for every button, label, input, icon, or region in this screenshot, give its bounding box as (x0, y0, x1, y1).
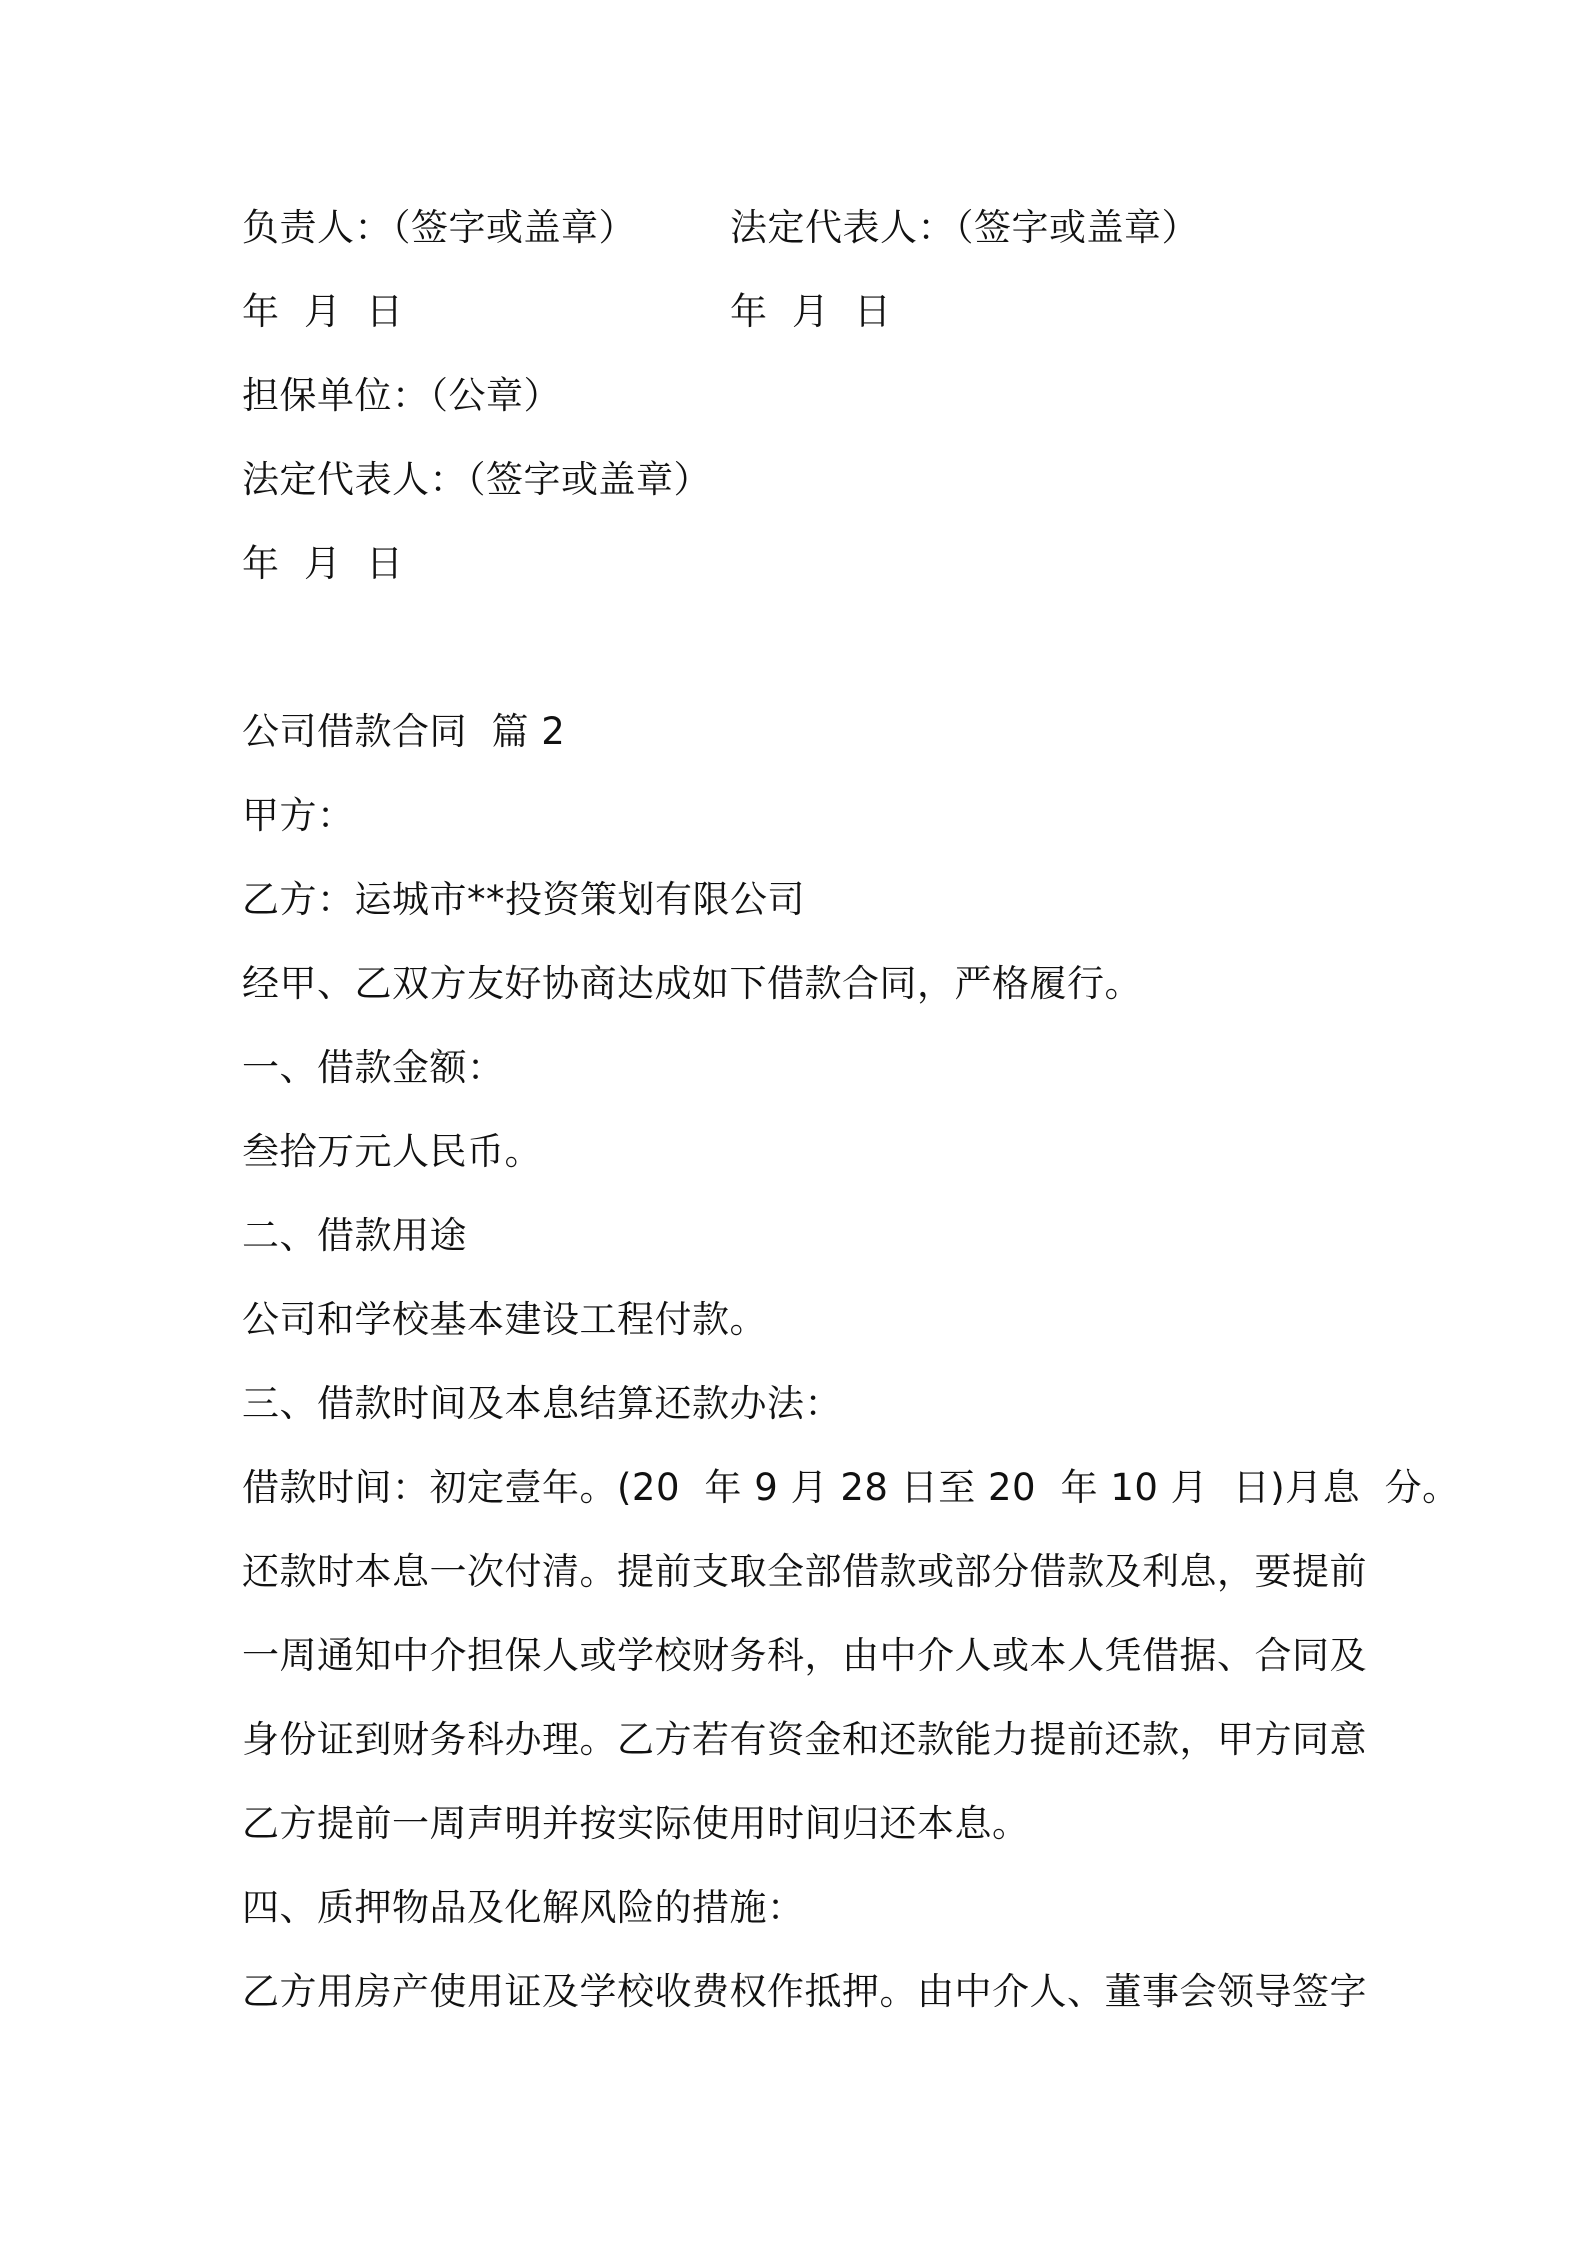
section-1-heading: 一、借款金额： (242, 1046, 505, 1089)
section-4-line: 乙方用房产使用证及学校收费权作抵押。由中介人、董事会领导签字 (242, 1970, 1367, 2013)
section-3-line: 乙方提前一周声明并按实际使用时间归还本息。 (242, 1802, 1030, 1845)
left-signature-line: 负责人：（签字或盖章） (242, 206, 636, 249)
right-date-line: 年 月 日 (730, 290, 892, 333)
section-4-heading: 四、质押物品及化解风险的措施： (242, 1886, 805, 1929)
right-signature-line: 法定代表人：（签字或盖章） (730, 206, 1199, 249)
party-a: 甲方： (242, 794, 355, 837)
guarantor-date-line: 年 月 日 (242, 542, 404, 585)
section-2-body: 公司和学校基本建设工程付款。 (242, 1298, 767, 1341)
section-1-body: 叁拾万元人民币。 (242, 1130, 542, 1173)
intro-paragraph: 经甲、乙双方友好协商达成如下借款合同，严格履行。 (242, 962, 1142, 1005)
section-2-heading: 二、借款用途 (242, 1214, 467, 1257)
section-3-line: 一周通知中介担保人或学校财务科，由中介人或本人凭借据、合同及 (242, 1634, 1367, 1677)
guarantor-rep-line: 法定代表人：（签字或盖章） (242, 458, 711, 501)
party-b: 乙方：运城市**投资策划有限公司 (242, 878, 805, 921)
section-3-line: 身份证到财务科办理。乙方若有资金和还款能力提前还款，甲方同意 (242, 1718, 1367, 1761)
left-date-line: 年 月 日 (242, 290, 404, 333)
section-3-line: 还款时本息一次付清。提前支取全部借款或部分借款及利息，要提前 (242, 1550, 1367, 1593)
guarantor-line: 担保单位：（公章） (242, 374, 561, 417)
section-3-heading: 三、借款时间及本息结算还款办法： (242, 1382, 842, 1425)
section-3-line: 借款时间：初定壹年。(20 年 9 月 28 日至 20 年 10 月 日)月息 分。 (242, 1466, 1460, 1509)
contract-title: 公司借款合同 篇 2 (242, 710, 566, 753)
